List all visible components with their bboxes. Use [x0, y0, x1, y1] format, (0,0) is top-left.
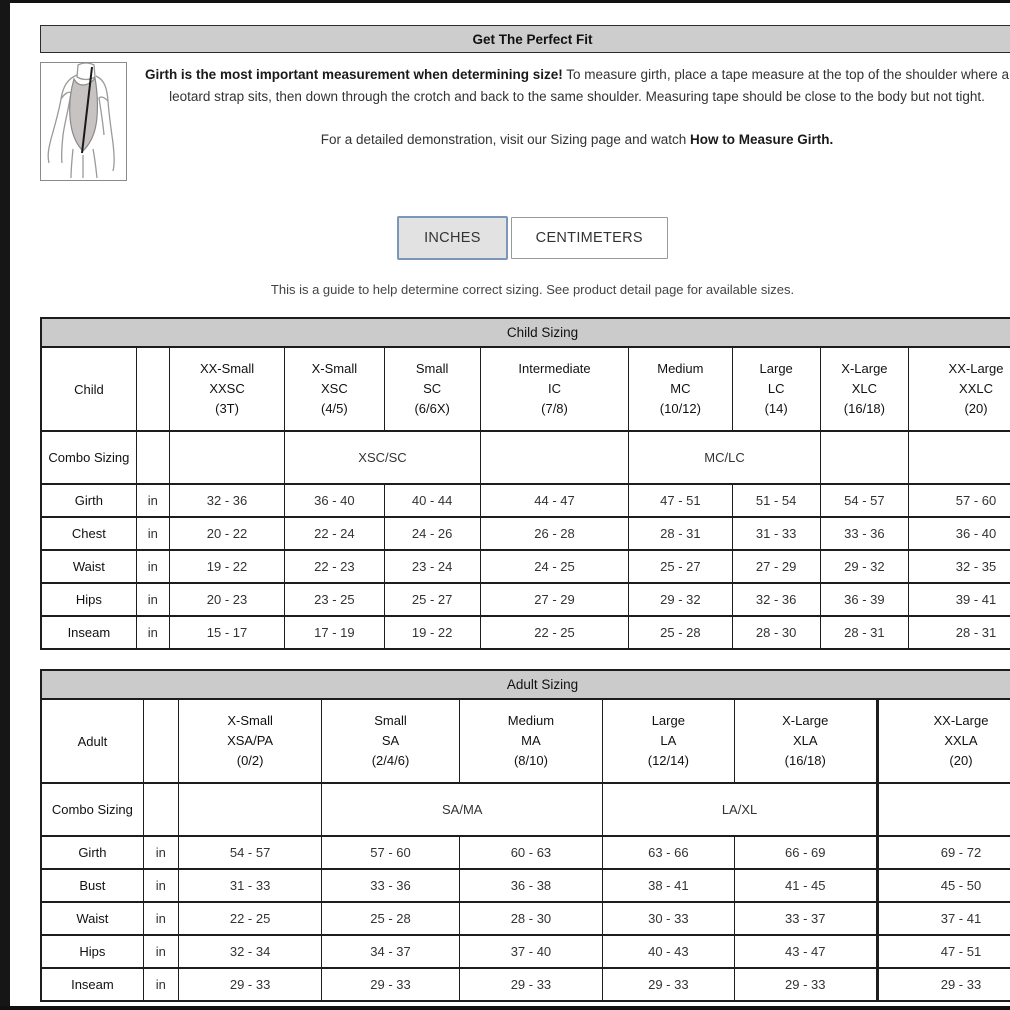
- combo-cell: [169, 431, 284, 484]
- size-value-cell: 36 - 40: [909, 517, 1010, 550]
- size-value-cell: 17 - 19: [285, 616, 384, 649]
- unit-cell: in: [136, 616, 169, 649]
- table-title: Adult Sizing: [41, 670, 1010, 699]
- size-code: MA: [521, 732, 541, 748]
- size-name: X-Large: [782, 712, 829, 728]
- guide-note: This is a guide to help determine correct sizing. See product detail page for available sizes.: [270, 282, 795, 297]
- size-column-header: [285, 347, 384, 431]
- sizing-guide-panel: [40, 25, 1010, 1002]
- girth-instructions-lead: Girth is the most important measurement when determining size!: [144, 67, 563, 82]
- size-value-cell: 36 - 39: [820, 583, 908, 616]
- inches-button[interactable]: INCHES: [397, 216, 508, 260]
- size-name: Medium: [507, 712, 555, 728]
- size-code: XLC: [851, 380, 878, 396]
- size-column-header: [459, 699, 602, 783]
- size-value-cell: 19 - 22: [384, 616, 480, 649]
- size-value-cell: 44 - 47: [480, 484, 628, 517]
- combo-unit-cell: [136, 431, 169, 484]
- combo-sizing-label: Combo Sizing: [41, 783, 143, 836]
- size-value-cell: 69 - 72: [877, 836, 1010, 869]
- size-code: XSC: [321, 380, 348, 396]
- combo-cell: LA/XL: [603, 783, 878, 836]
- size-value-cell: 22 - 24: [285, 517, 384, 550]
- size-value-cell: 23 - 25: [285, 583, 384, 616]
- size-name: XX-Small: [199, 360, 255, 376]
- size-value-cell: 32 - 34: [178, 935, 321, 968]
- size-code: IC: [548, 380, 562, 396]
- size-value-cell: 29 - 32: [629, 583, 732, 616]
- size-sizes: (10/12): [659, 401, 701, 417]
- size-value-cell: 37 - 40: [459, 935, 602, 968]
- unit-header-cell: [143, 699, 178, 783]
- combo-sizing-label: Combo Sizing: [41, 431, 136, 484]
- combo-cell: [480, 431, 628, 484]
- size-value-cell: 19 - 22: [169, 550, 284, 583]
- size-sizes: (14): [764, 401, 788, 417]
- size-value-cell: 32 - 35: [909, 550, 1010, 583]
- size-value-cell: 43 - 47: [734, 935, 877, 968]
- size-column-header: [877, 699, 1010, 783]
- size-value-cell: 38 - 41: [603, 869, 734, 902]
- page-border-bottom: [0, 1006, 1010, 1010]
- size-code: XXLA: [944, 732, 978, 748]
- size-column-header: [322, 699, 459, 783]
- size-name: X-Small: [227, 712, 273, 728]
- size-value-cell: 28 - 31: [820, 616, 908, 649]
- unit-cell: in: [143, 902, 178, 935]
- size-value-cell: 33 - 37: [734, 902, 877, 935]
- size-value-cell: 29 - 33: [322, 968, 459, 1001]
- size-column-header: [480, 347, 628, 431]
- combo-cell: [909, 431, 1010, 484]
- size-value-cell: 31 - 33: [732, 517, 820, 550]
- measure-row-label: Bust: [41, 869, 143, 902]
- group-label: Child: [41, 347, 136, 431]
- group-label: Adult: [41, 699, 143, 783]
- size-value-cell: 29 - 33: [734, 968, 877, 1001]
- combo-cell: XSC/SC: [285, 431, 481, 484]
- size-value-cell: 29 - 33: [603, 968, 734, 1001]
- page-title: Get The Perfect Fit: [40, 25, 1010, 53]
- measure-row-label: Girth: [41, 484, 136, 517]
- page-border-top: [0, 0, 1010, 3]
- measure-row-label: Girth: [41, 836, 143, 869]
- page-border-left: [0, 0, 10, 1010]
- size-name: Small: [415, 360, 449, 376]
- child-sizing-section: [40, 317, 1010, 650]
- size-value-cell: 39 - 41: [909, 583, 1010, 616]
- size-value-cell: 24 - 25: [480, 550, 628, 583]
- size-value-cell: 25 - 28: [629, 616, 732, 649]
- size-value-cell: 29 - 33: [459, 968, 602, 1001]
- girth-measure-diagram-icon: [41, 63, 126, 180]
- size-code: LC: [767, 380, 785, 396]
- size-column-header: [909, 347, 1010, 431]
- size-value-cell: 20 - 23: [169, 583, 284, 616]
- size-value-cell: 15 - 17: [169, 616, 284, 649]
- size-value-cell: 29 - 33: [877, 968, 1010, 1001]
- size-value-cell: 20 - 22: [169, 517, 284, 550]
- unit-cell: in: [143, 836, 178, 869]
- size-sizes: (6/6X): [414, 401, 450, 417]
- size-value-cell: 31 - 33: [178, 869, 321, 902]
- size-value-cell: 36 - 38: [459, 869, 602, 902]
- unit-cell: in: [136, 484, 169, 517]
- size-code: MC: [670, 380, 691, 396]
- size-sizes: (7/8): [541, 401, 568, 417]
- unit-header-cell: [136, 347, 169, 431]
- size-code: XSA/PA: [227, 732, 274, 748]
- adult-sizing-section: [40, 669, 1010, 1002]
- size-code: XXSC: [209, 380, 245, 396]
- size-value-cell: 36 - 40: [285, 484, 384, 517]
- unit-cell: in: [136, 517, 169, 550]
- size-value-cell: 32 - 36: [732, 583, 820, 616]
- measure-row-label: Hips: [41, 935, 143, 968]
- combo-cell: [877, 783, 1010, 836]
- size-column-header: [384, 347, 480, 431]
- measure-row-label: Inseam: [41, 616, 136, 649]
- size-value-cell: 23 - 24: [384, 550, 480, 583]
- size-name: X-Large: [841, 360, 888, 376]
- unit-cell: in: [143, 968, 178, 1001]
- size-sizes: (3T): [215, 401, 239, 417]
- combo-cell: SA/MA: [322, 783, 603, 836]
- size-value-cell: 40 - 44: [384, 484, 480, 517]
- size-value-cell: 25 - 27: [384, 583, 480, 616]
- size-value-cell: 27 - 29: [480, 583, 628, 616]
- measure-row-label: Waist: [41, 902, 143, 935]
- size-sizes: (20): [964, 401, 988, 417]
- demo-line-text: For a detailed demonstration, visit our Sizing page and watch: [320, 131, 690, 147]
- size-column-header: [629, 347, 732, 431]
- combo-cell: [820, 431, 908, 484]
- size-value-cell: 40 - 43: [603, 935, 734, 968]
- size-sizes: (8/10): [513, 753, 548, 769]
- size-name: Large: [759, 360, 793, 376]
- table-title: Child Sizing: [41, 318, 1010, 347]
- size-value-cell: 60 - 63: [459, 836, 602, 869]
- size-value-cell: 33 - 36: [322, 869, 459, 902]
- intro-section: [40, 62, 1010, 181]
- size-value-cell: 28 - 30: [732, 616, 820, 649]
- size-name: Small: [374, 712, 407, 728]
- size-value-cell: 54 - 57: [178, 836, 321, 869]
- combo-unit-cell: [143, 783, 178, 836]
- size-sizes: (12/14): [647, 753, 689, 769]
- size-value-cell: 22 - 25: [480, 616, 628, 649]
- size-code: LA: [660, 732, 677, 748]
- measure-row-label: Hips: [41, 583, 136, 616]
- size-value-cell: 41 - 45: [734, 869, 877, 902]
- demo-line: [139, 129, 1010, 151]
- size-column-header: [178, 699, 321, 783]
- size-value-cell: 47 - 51: [629, 484, 732, 517]
- size-value-cell: 45 - 50: [877, 869, 1010, 902]
- size-sizes: (16/18): [784, 753, 826, 769]
- size-value-cell: 29 - 32: [820, 550, 908, 583]
- size-value-cell: 24 - 26: [384, 517, 480, 550]
- leotard-illustration: [40, 62, 127, 181]
- size-column-header: [820, 347, 908, 431]
- size-value-cell: 51 - 54: [732, 484, 820, 517]
- adult-sizing-table: [40, 669, 1010, 1002]
- size-value-cell: 22 - 25: [178, 902, 321, 935]
- intro-text: [127, 62, 1010, 181]
- unit-toggle: [40, 216, 1010, 260]
- size-column-header: [169, 347, 284, 431]
- demo-line-bold: How to Measure Girth.: [689, 131, 834, 147]
- size-value-cell: 27 - 29: [732, 550, 820, 583]
- size-value-cell: 63 - 66: [603, 836, 734, 869]
- measure-row-label: Waist: [41, 550, 136, 583]
- size-value-cell: 28 - 31: [909, 616, 1010, 649]
- size-value-cell: 22 - 23: [285, 550, 384, 583]
- size-column-header: [734, 699, 877, 783]
- size-value-cell: 32 - 36: [169, 484, 284, 517]
- combo-cell: MC/LC: [629, 431, 821, 484]
- unit-cell: in: [143, 869, 178, 902]
- size-value-cell: 33 - 36: [820, 517, 908, 550]
- size-name: Intermediate: [518, 360, 591, 376]
- size-value-cell: 29 - 33: [178, 968, 321, 1001]
- size-name: Medium: [657, 360, 704, 376]
- size-name: XX-Large: [933, 712, 989, 728]
- size-column-header: [732, 347, 820, 431]
- size-code: SA: [381, 732, 400, 748]
- size-value-cell: 34 - 37: [322, 935, 459, 968]
- size-name: XX-Large: [948, 360, 1004, 376]
- size-sizes: (4/5): [321, 401, 348, 417]
- size-value-cell: 26 - 28: [480, 517, 628, 550]
- size-column-header: [603, 699, 734, 783]
- size-value-cell: 25 - 27: [629, 550, 732, 583]
- size-sizes: (2/4/6): [371, 753, 410, 769]
- girth-instructions: [139, 64, 1010, 108]
- unit-cell: in: [136, 550, 169, 583]
- size-value-cell: 28 - 31: [629, 517, 732, 550]
- size-code: SC: [423, 380, 442, 396]
- size-code: XXLC: [959, 380, 993, 396]
- size-sizes: (20): [949, 753, 973, 769]
- centimeters-button[interactable]: CENTIMETERS: [511, 217, 668, 259]
- size-value-cell: 25 - 28: [322, 902, 459, 935]
- combo-cell: [178, 783, 321, 836]
- size-value-cell: 66 - 69: [734, 836, 877, 869]
- child-sizing-table: [40, 317, 1010, 650]
- size-value-cell: 30 - 33: [603, 902, 734, 935]
- girth-instructions-body: To measure girth, place a tape measure at the top of the shoulder where a leotard strap sits, then down through the crotch and back to the same shoulder. Measuring tape should be close to the body but not tight.: [169, 67, 1010, 104]
- size-value-cell: 57 - 60: [909, 484, 1010, 517]
- size-sizes: (0/2): [236, 753, 264, 769]
- size-value-cell: 28 - 30: [459, 902, 602, 935]
- unit-cell: in: [143, 935, 178, 968]
- size-name: X-Small: [311, 360, 358, 376]
- measure-row-label: Chest: [41, 517, 136, 550]
- unit-cell: in: [136, 583, 169, 616]
- size-value-cell: 47 - 51: [877, 935, 1010, 968]
- size-code: XLA: [792, 732, 818, 748]
- measure-row-label: Inseam: [41, 968, 143, 1001]
- size-value-cell: 57 - 60: [322, 836, 459, 869]
- size-value-cell: 37 - 41: [877, 902, 1010, 935]
- size-sizes: (16/18): [843, 401, 885, 417]
- size-value-cell: 54 - 57: [820, 484, 908, 517]
- size-name: Large: [651, 712, 685, 728]
